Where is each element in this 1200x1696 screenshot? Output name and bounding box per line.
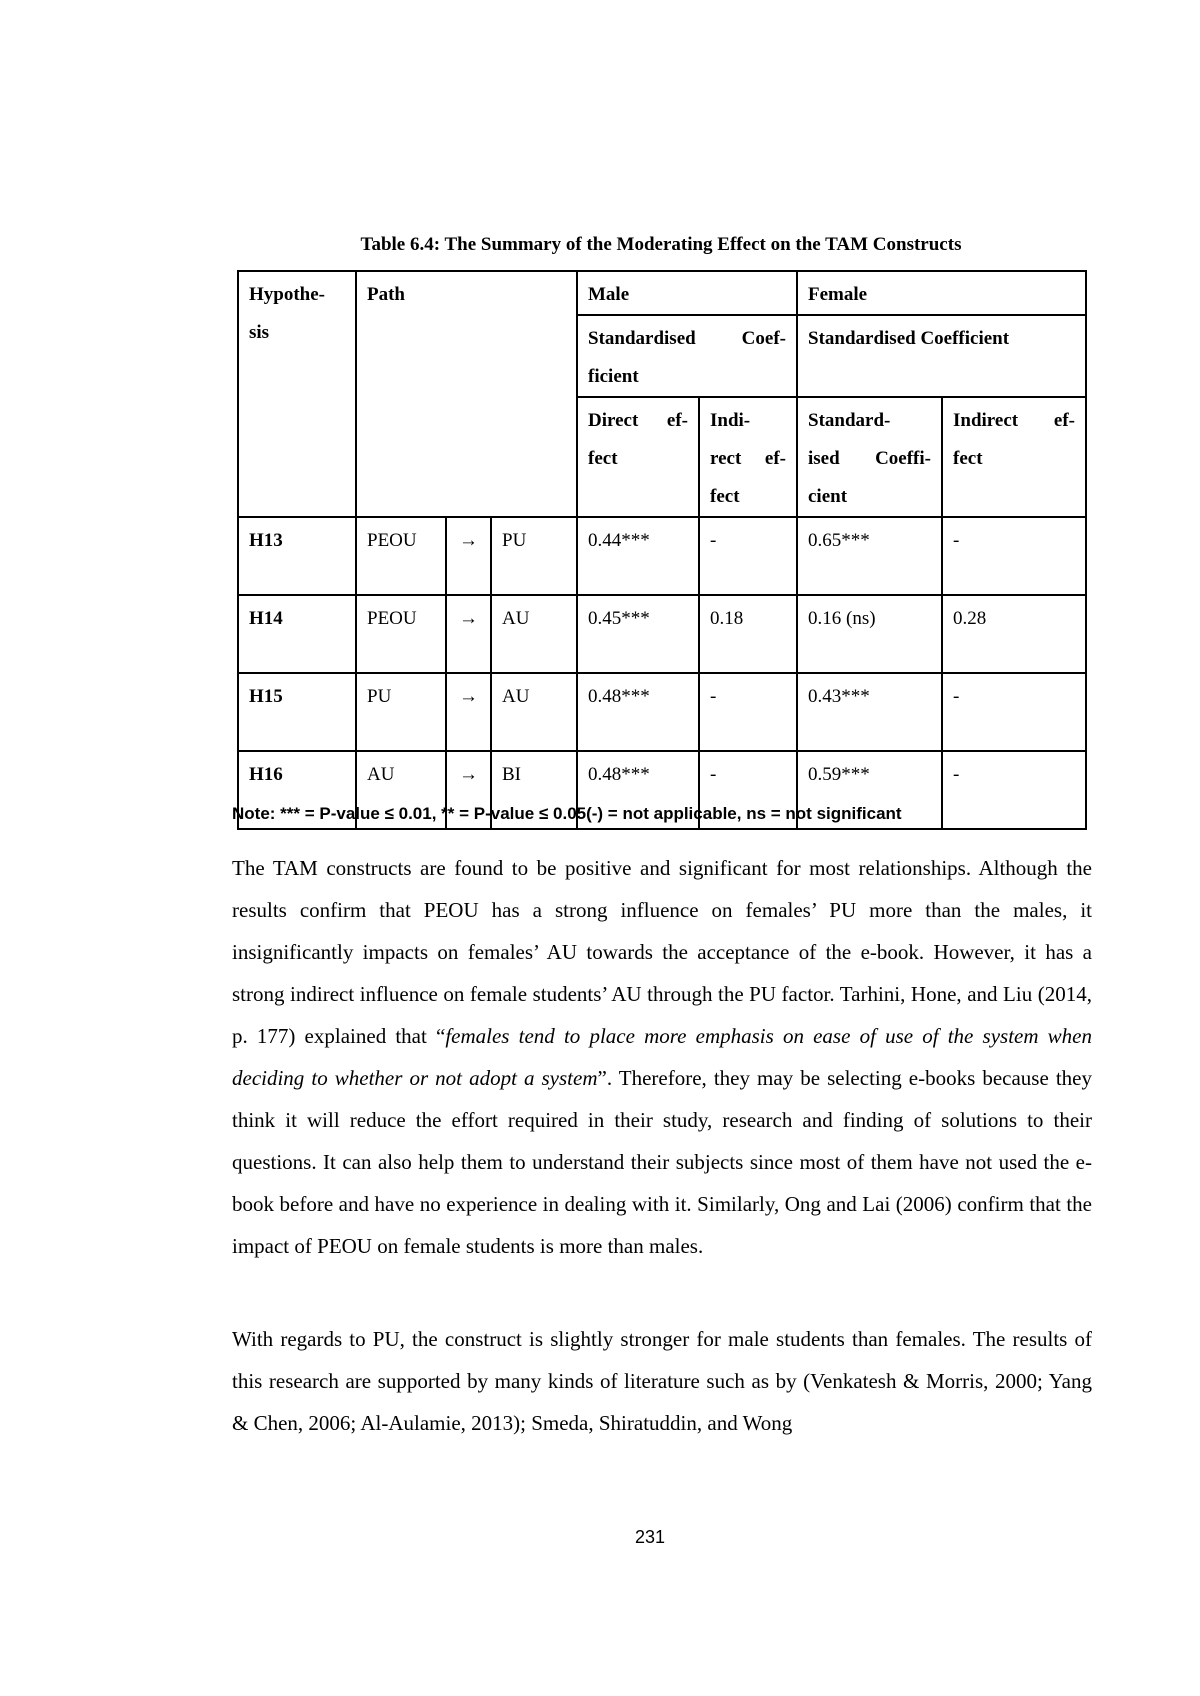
female-std-header: Standard- ised Coeffi- cient bbox=[797, 397, 942, 517]
female-std-cell: 0.65*** bbox=[797, 517, 942, 595]
hypothesis-header-line1: Hypothe- bbox=[249, 284, 325, 305]
male-indirect-header: Indi- rect ef- fect bbox=[699, 397, 797, 517]
quote-text: females tend to place more emphasis on ease of use of the system when deciding to whether or not adopt a system bbox=[232, 1024, 1092, 1090]
path-to-cell: AU bbox=[491, 673, 577, 751]
paragraph-1-text: The TAM constructs are found to be positive and significant for most relationships. Although the results confirm that PEOU has a strong influence on females’ PU more than the males, it insignificantly impacts on females’ AU towards the acceptance of the e-book. However, it has a strong indirect influence on female students’ AU through the PU factor. Tarhini, Hone, and Liu (2014, p. 177) explained that “ bbox=[232, 856, 1092, 1048]
table-row bbox=[238, 517, 1086, 595]
path-to-cell: PU bbox=[491, 517, 577, 595]
female-indirect-cell: 0.28 bbox=[942, 595, 1086, 673]
page-number: 231 bbox=[634, 1527, 666, 1547]
hypothesis-cell: H13 bbox=[238, 517, 356, 595]
female-std-cell: 0.43*** bbox=[797, 673, 942, 751]
female-indirect-cell: - bbox=[942, 517, 1086, 595]
male-direct-cell: 0.45*** bbox=[577, 595, 699, 673]
male-direct-cell: 0.44*** bbox=[577, 517, 699, 595]
table-row bbox=[238, 595, 1086, 673]
hypothesis-cell: H16 bbox=[238, 751, 356, 829]
path-to-cell: AU bbox=[491, 595, 577, 673]
paragraph-1-text-end: ”. Therefore, they may be selecting e-books because they think it will reduce the effort required in their study, research and finding of solutions to their questions. It can also help them to understand their subjects since most of them have not used the e-book before and have no experience in dealing with it. Similarly, Ong and Lai (2006) confirm that the impact of PEOU on female students is more than males. bbox=[232, 1066, 1092, 1258]
path-header: Path bbox=[356, 271, 577, 517]
male-indirect-cell: 0.18 bbox=[699, 595, 797, 673]
paragraph-2: With regards to PU, the construct is slightly stronger for male students than females. The results of this research are supported by many kinds of literature such as by (Venkatesh & Morris, 2000; Yang & Chen, 2006; Al-Aulamie, 2013); Smeda, Shiratuddin, and Wong bbox=[232, 1327, 1092, 1435]
male-indirect-cell: - bbox=[699, 751, 797, 829]
male-std-coef-header: Standardised Coef- ficient bbox=[577, 315, 797, 397]
path-arrow-icon: → bbox=[446, 673, 491, 751]
male-direct-cell: 0.48*** bbox=[577, 673, 699, 751]
male-indirect-cell: - bbox=[699, 517, 797, 595]
female-indirect-cell: - bbox=[942, 673, 1086, 751]
male-direct-cell: 0.48*** bbox=[577, 751, 699, 829]
female-header: Female bbox=[797, 271, 1086, 315]
summary-table bbox=[237, 270, 1087, 830]
path-from-cell: AU bbox=[356, 751, 446, 829]
path-to-cell: BI bbox=[491, 751, 577, 829]
hypothesis-header-line2: sis bbox=[249, 322, 270, 343]
table-row bbox=[238, 673, 1086, 751]
path-arrow-icon: → bbox=[446, 751, 491, 829]
male-header: Male bbox=[577, 271, 797, 315]
female-std-cell: 0.16 (ns) bbox=[797, 595, 942, 673]
path-from-cell: PU bbox=[356, 673, 446, 751]
female-indirect-header: Indirect ef- fect bbox=[942, 397, 1086, 517]
table-header-row-1 bbox=[238, 271, 1086, 315]
path-arrow-icon: → bbox=[446, 595, 491, 673]
female-indirect-cell: - bbox=[942, 751, 1086, 829]
hypothesis-cell: H14 bbox=[238, 595, 356, 673]
hypothesis-cell: H15 bbox=[238, 673, 356, 751]
path-from-cell: PEOU bbox=[356, 595, 446, 673]
male-indirect-cell: - bbox=[699, 673, 797, 751]
table-caption: Table 6.4: The Summary of the Moderating Effect on the TAM Constructs bbox=[360, 234, 962, 255]
female-std-coef-header: Standardised Coefficient bbox=[797, 315, 1086, 397]
female-std-cell: 0.59*** bbox=[797, 751, 942, 829]
paragraph-1 bbox=[232, 847, 1092, 1267]
path-arrow-icon: → bbox=[446, 517, 491, 595]
hypothesis-header bbox=[238, 271, 356, 517]
male-direct-header: Direct ef- fect bbox=[577, 397, 699, 517]
table-note: Note: *** = P-value ≤ 0.01, ** = P-value ≤ 0.05(-) = not applicable, ns = not significant bbox=[232, 804, 902, 823]
path-from-cell: PEOU bbox=[356, 517, 446, 595]
